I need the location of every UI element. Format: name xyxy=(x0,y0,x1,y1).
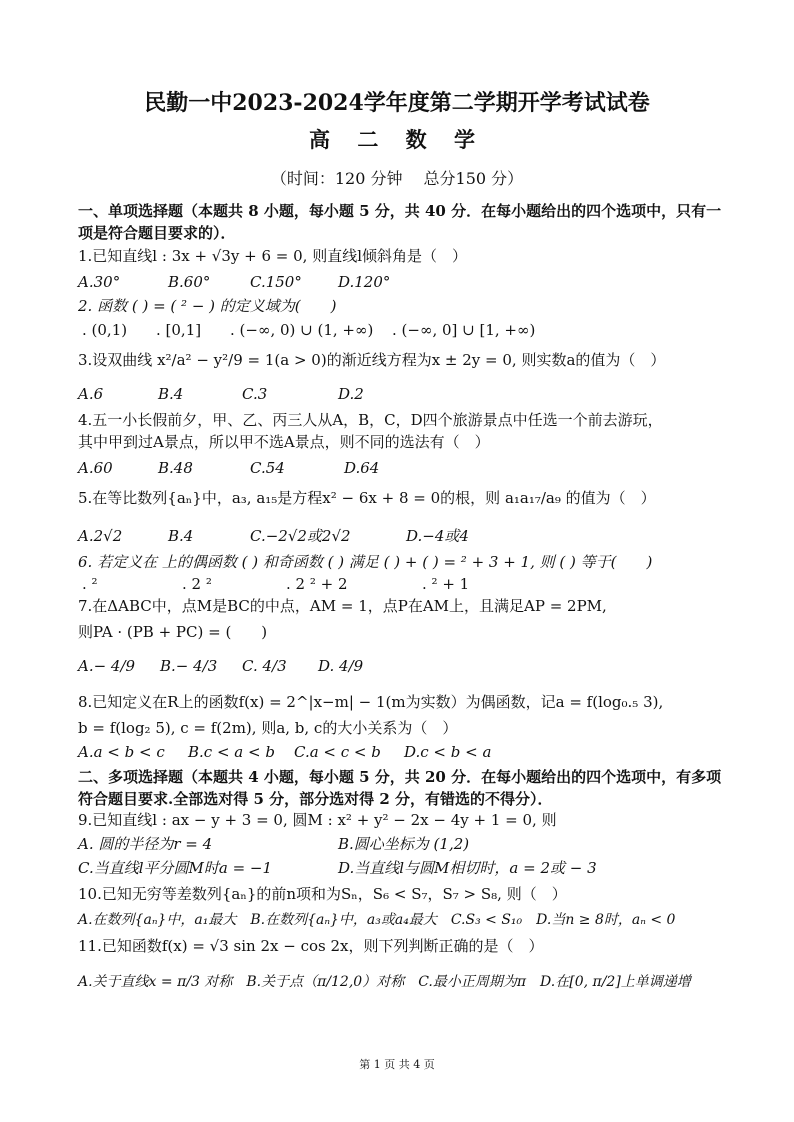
question-2-stem: 2. 函数 ( ) = ( ² − ) 的定义域为( ) xyxy=(78,297,337,315)
q2-option-d: . (−∞, 0] ∪ [1, +∞) xyxy=(392,321,536,339)
question-7-stem-line1: 7.在ΔABC中，点M是BC的中点，AM = 1，点P在AM上，且满足AP = 2PM, xyxy=(78,597,607,615)
q8-option-c: C.a < c < b xyxy=(294,743,381,761)
question-8-stem-line2: b = f(log₂ 5), c = f(2m), 则a, b, c的大小关系为（ ） xyxy=(78,719,458,737)
question-4-stem-line1: 4.五一小长假前夕，甲、乙、丙三人从A，B，C，D四个旅游景点中任选一个前去游玩， xyxy=(78,411,663,429)
q6-option-b: . 2 ² xyxy=(182,575,212,593)
section-1-heading: 一、单项选择题（本题共 8 小题，每小题 5 分，共 40 分．在每小题给出的四个选项中，只有一项是符合题目要求的）． xyxy=(78,202,722,242)
question-9-stem: 9.已知直线l : ax − y + 3 = 0, 圆M : x² + y² − 2x − 4y + 1 = 0, 则 xyxy=(78,811,557,829)
q5-option-d: D.−4或4 xyxy=(406,527,469,545)
q9-option-b: B.圆心坐标为 (1,2) xyxy=(338,835,470,853)
q7-option-c: C. 4/3 xyxy=(242,657,287,675)
q1-option-b: B.60° xyxy=(168,273,211,291)
question-6-stem: 6. 若定义在 上的偶函数 ( ) 和奇函数 ( ) 满足 ( ) + ( ) = ² + 3 + 1, 则 ( ) 等于( ) xyxy=(78,553,653,571)
question-3-stem: 3.设双曲线 x²/a² − y²/9 = 1(a > 0)的渐近线方程为x ± 2y = 0, 则实数a的值为（ ） xyxy=(78,351,666,369)
q8-option-a: A.a < b < c xyxy=(78,743,165,761)
q9-option-c: C.当直线l平分圆M时a = −1 xyxy=(78,859,273,877)
question-5-stem: 5.在等比数列{aₙ}中，a₃, a₁₅是方程x² − 6x + 8 = 0的根，则 a₁a₁₇/a₉ 的值为（ ） xyxy=(78,489,656,507)
question-10-stem: 10.已知无穷等差数列{aₙ}的前n项和为Sₙ，S₆ < S₇，S₇ > S₈, 则（ ） xyxy=(78,885,567,903)
q9-option-a: A. 圆的半径为r = 4 xyxy=(78,835,213,853)
exam-subtitle: 高 二 数 学 xyxy=(309,127,485,152)
q7-option-d: D. 4/9 xyxy=(318,657,364,675)
q5-option-c: C.−2√2或2√2 xyxy=(250,527,351,545)
time-info: （时间：120 分钟 总分150 分） xyxy=(270,169,524,188)
q4-option-a: A.60 xyxy=(78,459,113,477)
q4-option-b: B.48 xyxy=(158,459,193,477)
q1-option-d: D.120° xyxy=(338,273,391,291)
section-2-heading: 二、多项选择题（本题共 4 小题，每小题 5 分，共 20 分．在每小题给出的四个选项中，有多项符合题目要求.全部选对得 5 分，部分选对得 2 分，有错选的不得分）． xyxy=(78,768,722,808)
question-8-stem-line1: 8.已知定义在R上的函数f(x) = 2^|x−m| − 1(m为实数）为偶函数，记a = f(log₀.₅ 3), xyxy=(78,693,664,711)
q8-option-b: B.c < a < b xyxy=(188,743,275,761)
question-4-stem-line2: 其中甲到过A景点，所以甲不选A景点，则不同的选法有（ ） xyxy=(78,433,490,451)
q6-option-a: . ² xyxy=(82,575,98,593)
q7-option-b: B.− 4/3 xyxy=(160,657,218,675)
q2-option-b: . [0,1] xyxy=(156,321,202,339)
q4-option-d: D.64 xyxy=(344,459,380,477)
q5-option-b: B.4 xyxy=(168,527,194,545)
q2-option-a: . (0,1) xyxy=(82,321,128,339)
q5-option-a: A.2√2 xyxy=(78,527,123,545)
q1-option-a: A.30° xyxy=(78,273,121,291)
q3-option-a: A.6 xyxy=(78,385,104,403)
q9-option-d: D.当直线l与圆M相切时，a = 2或 − 3 xyxy=(338,859,597,877)
q8-option-d: D.c < b < a xyxy=(404,743,492,761)
q6-option-c: . 2 ² + 2 xyxy=(286,575,348,593)
q7-option-a: A.− 4/9 xyxy=(78,657,136,675)
q4-option-c: C.54 xyxy=(250,459,285,477)
exam-title: 民勤一中2023-2024学年度第二学期开学考试试卷 xyxy=(144,90,650,116)
q11-options: A.关于直线x = π/3 对称 B.关于点（π/12,0）对称 C.最小正周期为π D.在[0, π/2]上单调递增 xyxy=(78,974,691,990)
q10-options: A.在数列{aₙ}中，a₁最大 B.在数列{aₙ}中，a₃或a₄最大 C.S₃ < S₁₀ D.当n ≥ 8时，aₙ < 0 xyxy=(78,912,676,928)
q3-option-c: C.3 xyxy=(242,385,268,403)
q6-option-d: . ² + 1 xyxy=(422,575,470,593)
question-7-stem-line2: 则PA · (PB + PC) = ( ) xyxy=(78,623,268,641)
question-1-stem: 1.已知直线l : 3x + √3y + 6 = 0, 则直线l倾斜角是（ ） xyxy=(78,247,468,265)
page-footer: 第 1 页 共 4 页 xyxy=(359,1058,435,1071)
q1-option-c: C.150° xyxy=(250,273,302,291)
question-11-stem: 11.已知函数f(x) = √3 sin 2x − cos 2x，则下列判断正确的是（ ） xyxy=(78,937,544,955)
q2-option-c: . (−∞, 0) ∪ (1, +∞) xyxy=(230,321,374,339)
q3-option-d: D.2 xyxy=(338,385,364,403)
q3-option-b: B.4 xyxy=(158,385,184,403)
